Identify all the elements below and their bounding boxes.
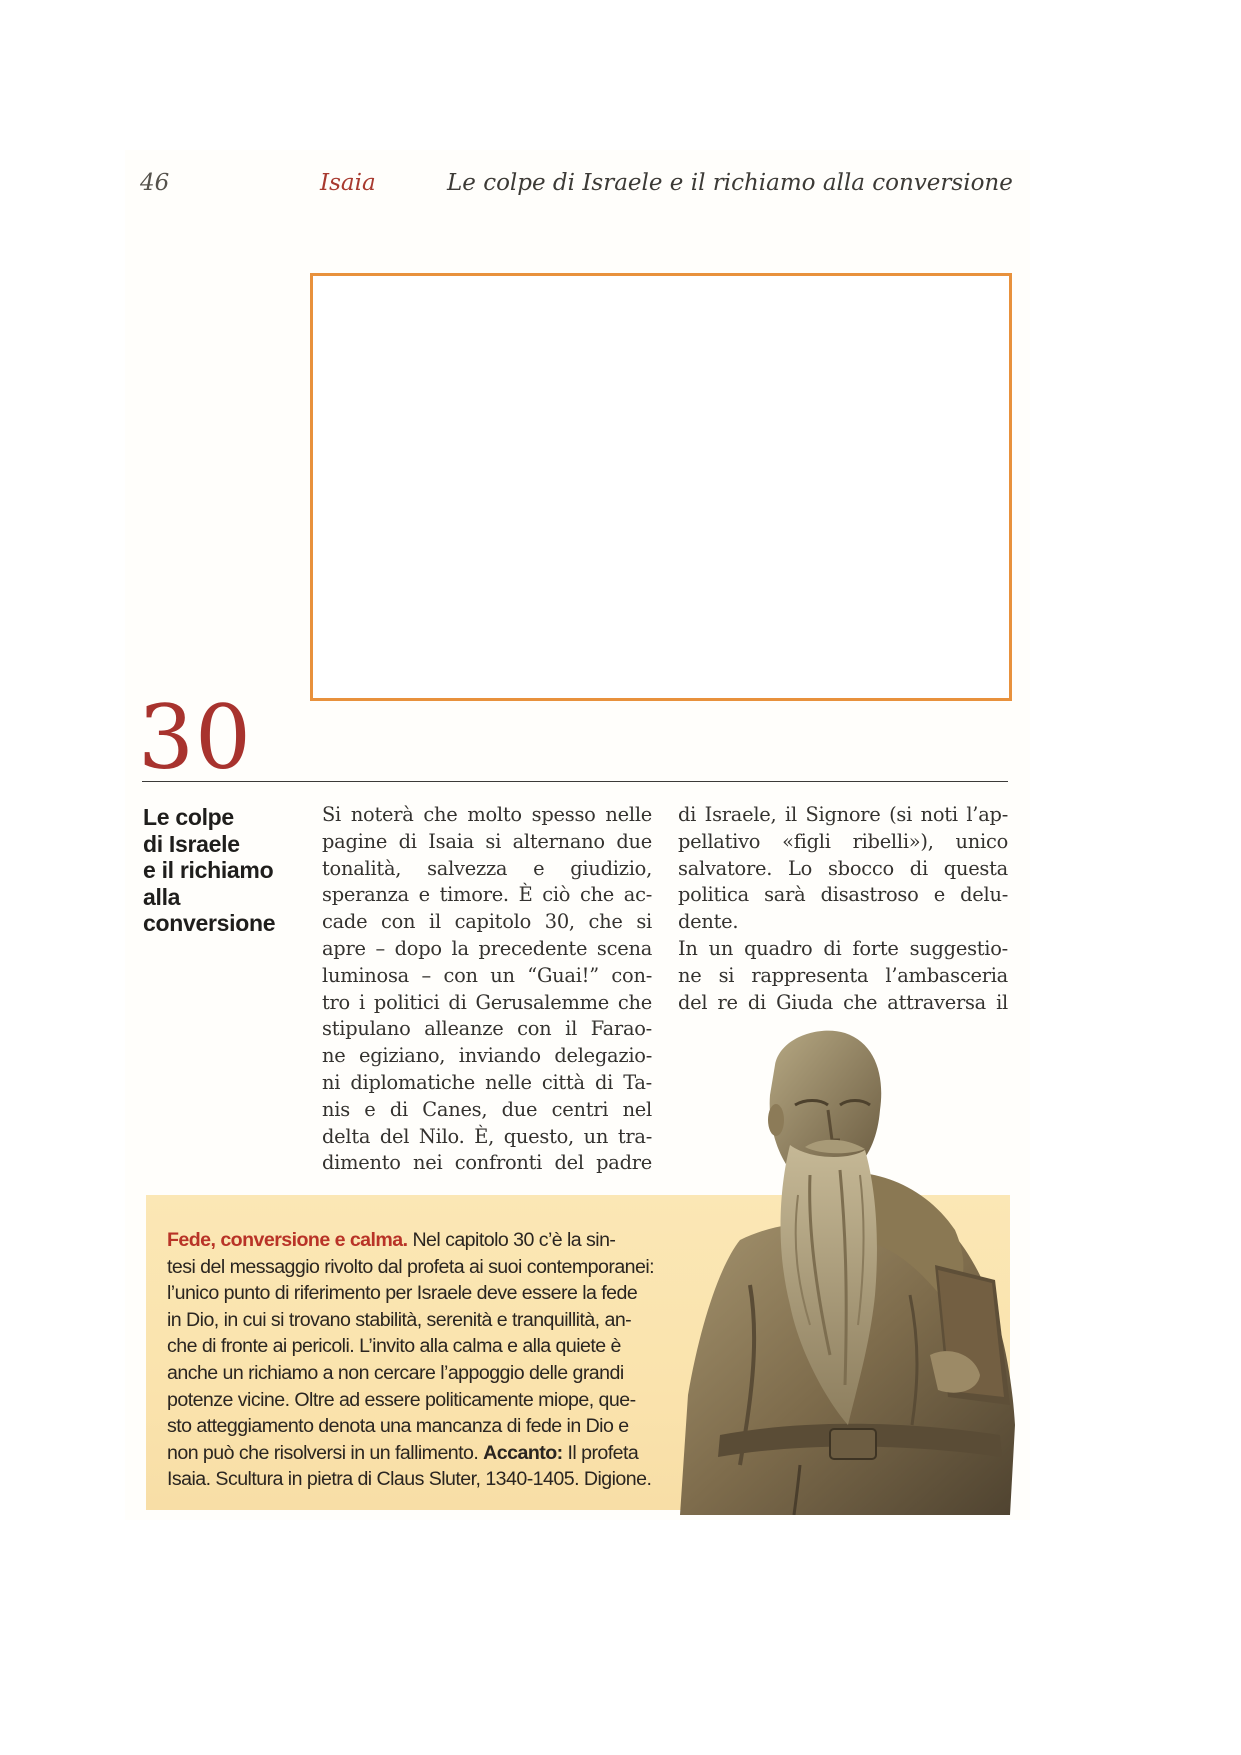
accanto-label: Accanto: — [483, 1441, 563, 1464]
box-line: in Dio, in cui si trovano stabilità, serenità e tranquillità, an- — [167, 1308, 632, 1331]
text-line: cade con il capitolo 30, che si — [322, 910, 652, 934]
box-line: anche un richiamo a non cercare l’appoggio delle grandi — [167, 1361, 624, 1384]
text-line: pellativo «figli ribelli»), unico — [678, 829, 1008, 853]
body-column-1 — [322, 802, 652, 1177]
text-line: ne egiziano, inviando delegazio- — [322, 1044, 652, 1068]
box-line: Isaia. Scultura in pietra di Claus Sluter, 1340-1405. Digione. — [167, 1468, 652, 1491]
box-heading: Fede, conversione e calma. — [167, 1229, 408, 1251]
divider — [142, 781, 1008, 782]
text-line: stipulano alleanze con il Farao- — [322, 1017, 652, 1041]
side-title-line: Le colpe — [143, 804, 234, 830]
box-line — [167, 1440, 649, 1467]
sidebar-box-text — [167, 1227, 655, 1493]
text-line: dimento nei confronti del padre — [322, 1151, 652, 1175]
box-line: sto atteggiamento denota una mancanza di fede in Dio e — [167, 1415, 629, 1438]
page-number: 46 — [140, 170, 170, 196]
text-line: Si noterà che molto spesso nelle — [322, 803, 652, 826]
side-title-line: alla — [143, 883, 181, 910]
text-line: tro i politici di Gerusalemme che — [322, 990, 652, 1014]
side-title-line: e il richiamo — [143, 857, 274, 883]
book-name: Isaia — [320, 170, 376, 196]
text-line: delta del Nilo. È, questo, un tra- — [322, 1124, 652, 1148]
text-line: di Israele, il Signore (si noti l’ap- — [678, 803, 1008, 826]
chapter-side-title — [143, 804, 303, 937]
text-line: del re di Giuda che attraversa il — [678, 990, 1008, 1014]
side-title-line: di Israele — [143, 830, 240, 857]
image-placeholder-frame — [310, 273, 1012, 701]
box-line — [167, 1227, 649, 1254]
text-line: ne si rappresenta l’ambasceria — [678, 963, 1008, 987]
box-text-fragment: Nel capitolo 30 c’è la sin- — [407, 1229, 616, 1251]
side-title-line: conversione — [143, 910, 276, 936]
text-line: luminosa – con un “Guai!” con- — [322, 963, 652, 987]
text-line: speranza e timore. È ciò che ac- — [322, 883, 652, 907]
box-text-fragment: Il profeta — [562, 1441, 639, 1464]
text-line: salvatore. Lo sbocco di questa — [678, 856, 1008, 880]
body-column-2 — [678, 802, 1008, 1016]
chapter-number: 30 — [138, 686, 252, 789]
running-title: Le colpe di Israele e il richiamo alla conversione — [447, 170, 1013, 196]
box-line: l’unico punto di riferimento per Israele deve essere la fede — [167, 1282, 638, 1305]
box-line: che di fronte ai pericoli. L’invito alla calma e alla quiete è — [167, 1335, 621, 1358]
text-line: ni diplomatiche nelle città di Ta- — [322, 1070, 652, 1094]
box-line: potenze vicine. Oltre ad essere politicamente miope, que- — [167, 1388, 636, 1411]
text-line: nis e di Canes, due centri nel — [322, 1097, 652, 1121]
text-line: politica sarà disastroso e delu- — [678, 883, 1008, 907]
statue-of-isaiah-illustration — [680, 1025, 1015, 1515]
text-line: dente. — [678, 910, 739, 934]
text-line: In un quadro di forte suggestio- — [678, 936, 1008, 960]
text-line: tonalità, salvezza e giudizio, — [322, 856, 652, 880]
box-line: tesi del messaggio rivolto dal profeta ai suoi contemporanei: — [167, 1255, 655, 1278]
text-line: pagine di Isaia si alternano due — [322, 829, 652, 853]
text-line: apre – dopo la precedente scena — [322, 936, 652, 960]
box-text-fragment: non può che risolversi in un fallimento. — [167, 1441, 484, 1464]
